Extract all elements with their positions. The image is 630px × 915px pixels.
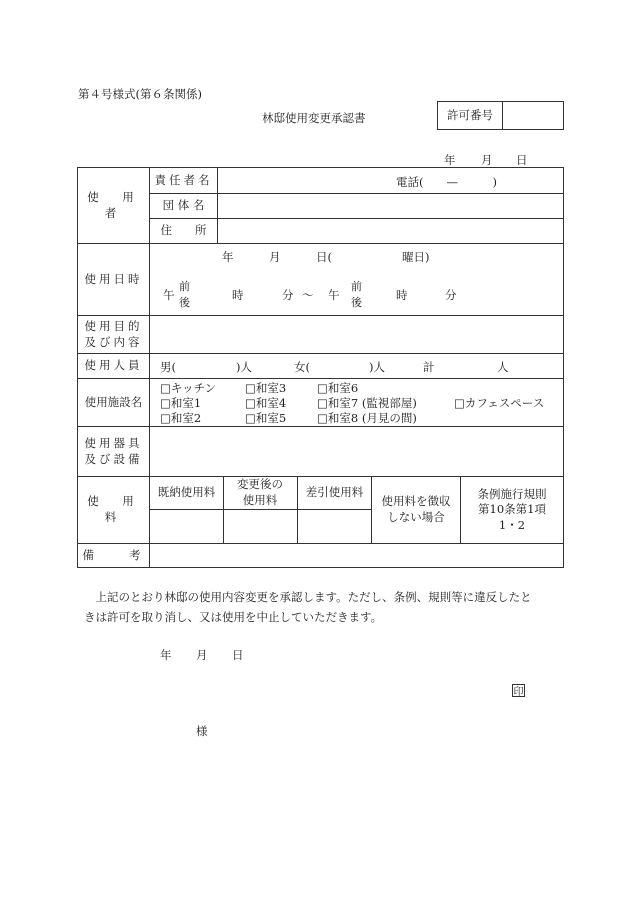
purpose-label: 使用目的 及び内容 [84, 318, 143, 349]
fee-paid-header: 既納使用料 [157, 485, 216, 500]
document-title: 林邸使用変更承認書 [262, 111, 366, 125]
notice-line-1: 上記のとおり林邸の使用内容変更を承認します。ただし、条例、規則等に違反したと [84, 590, 532, 604]
address-label: 住 所 [160, 223, 207, 238]
fee-paid-field[interactable] [150, 510, 223, 543]
facility-checkbox[interactable]: □和室7 (監視部屋) [317, 396, 417, 410]
facility-checkbox[interactable]: □和室8 (月見の間) [317, 411, 417, 425]
responsible-name-label: 責任者名 [154, 172, 213, 187]
facility-checkbox[interactable]: □和室3 [245, 381, 287, 395]
remarks-field[interactable] [150, 544, 563, 568]
remarks-label: 備 考 [82, 548, 145, 563]
phone-label: 電話( — ) [396, 175, 497, 189]
facilities-label: 使用施設名 [84, 394, 143, 409]
approval-year: 年 [160, 648, 172, 662]
facility-checkbox[interactable]: □和室4 [245, 396, 287, 410]
address-field[interactable] [218, 219, 563, 243]
date-month: 月 [481, 153, 493, 167]
facility-checkbox[interactable]: □和室2 [160, 411, 202, 425]
purpose-field[interactable] [150, 316, 563, 353]
facility-checkbox[interactable]: □カフェスペース [454, 396, 545, 410]
equipment-label: 使用器具 及び設備 [84, 435, 143, 466]
seal-mark: 印 [512, 684, 525, 697]
notice-line-2: きは許可を取り消し、又は使用を中止していただきます。 [84, 610, 383, 624]
no-fee-note: 使用料を徴収しない場合 [381, 494, 451, 524]
fee-after-field[interactable] [224, 510, 297, 543]
facility-checkbox[interactable]: □和室6 [317, 381, 359, 395]
use-datetime-label: 使用日時 [84, 271, 143, 286]
approval-day: 日 [232, 648, 244, 662]
equipment-field[interactable] [150, 427, 563, 476]
fee-diff-field[interactable] [298, 510, 371, 543]
fee-diff-header: 差引使用料 [305, 485, 364, 500]
date-year: 年 [444, 153, 456, 167]
form-number: 第４号様式(第６条関係) [78, 87, 202, 101]
group-name-label: 団 体 名 [162, 198, 205, 213]
permit-number-label: 許可番号 [447, 107, 493, 122]
date-day: 日 [516, 153, 528, 167]
user-label: 使 用 者 [87, 189, 158, 220]
fee-after-header: 変更後の使用料 [237, 477, 283, 507]
facility-checkbox[interactable]: □キッチン [160, 381, 217, 395]
group-name-field[interactable] [218, 194, 563, 218]
responsible-name-field[interactable] [218, 168, 388, 193]
people-label: 使用人員 [84, 358, 143, 373]
fee-label: 使 用 料 [87, 494, 158, 524]
rule-reference: 条例施行規則第10条第1項1・2 [477, 486, 547, 532]
addressee-suffix: 様 [196, 724, 208, 738]
facility-checkbox[interactable]: □和室1 [160, 396, 202, 410]
facility-checkbox[interactable]: □和室5 [245, 411, 287, 425]
permit-number-field[interactable] [503, 102, 563, 129]
approval-month: 月 [196, 648, 208, 662]
